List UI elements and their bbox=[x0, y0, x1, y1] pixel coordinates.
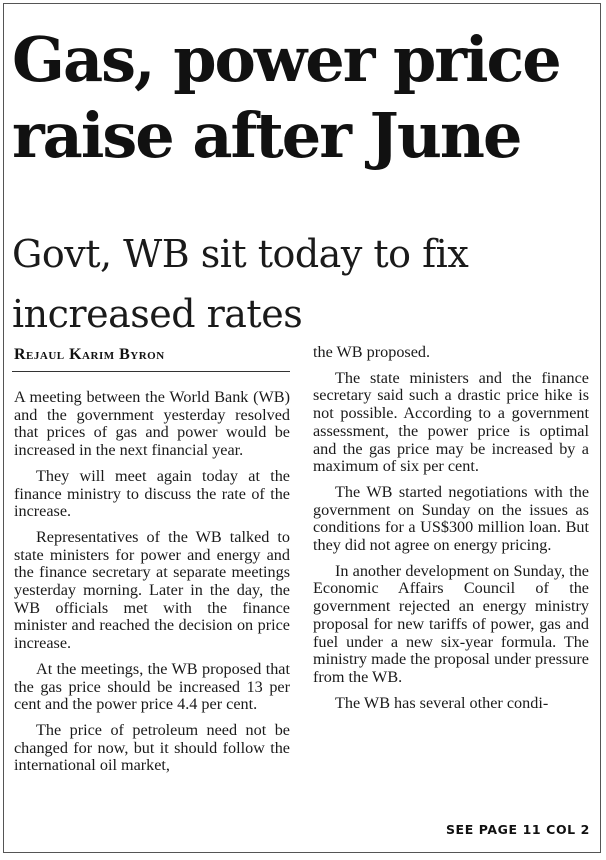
subheadline: Govt, WB sit today to fix increased rates bbox=[12, 232, 469, 336]
paragraph: The price of petroleum need not be changed for now, but it should follow the international oil market, bbox=[14, 720, 290, 775]
article-column-right bbox=[313, 344, 589, 720]
paragraph: the WB proposed. bbox=[313, 343, 431, 361]
continued-on-page-link[interactable]: SEE PAGE 11 COL 2 bbox=[445, 822, 590, 837]
byline-rule bbox=[12, 371, 290, 372]
article-column-left bbox=[14, 389, 290, 783]
paragraph: A meeting between the World Bank (WB) and the government yesterday resolved that prices of gas and power would be increased in the next financial year. bbox=[14, 388, 290, 460]
paragraph: At the meetings, the WB proposed that the gas price should be increased 13 per cent and the power price 4.4 per cent. bbox=[14, 659, 290, 714]
paragraph: The WB has several other condi- bbox=[335, 693, 549, 712]
paragraph: In another development on Sunday, the Economic Affairs Council of the government rejected an energy ministry proposal for new tariffs of power, gas and fuel under a new six-year formula. The ministry made the proposal under pressure from the WB. bbox=[313, 561, 589, 686]
byline: Rejaul Karim Byron bbox=[14, 346, 165, 363]
headline: Gas, power price raise after June bbox=[12, 23, 560, 172]
paragraph: The state ministers and the finance secretary said such a drastic price hike is not possible. According to a government assessment, the power price is optimal and the gas price may be increased by a maximum of six per cent. bbox=[313, 368, 589, 476]
paragraph: They will meet again today at the finance ministry to discuss the rate of the increase. bbox=[14, 466, 290, 521]
paragraph: Representatives of the WB talked to state ministers for power and energy and the finance secretary at separate meetings yesterday morning. Later in the day, the WB officials met with the finance minister and reached the decision on price increase. bbox=[14, 527, 290, 653]
paragraph: The WB started negotiations with the government on Sunday on the issues as conditions for a US$300 million loan. But they did not agree on energy pricing. bbox=[313, 482, 589, 555]
